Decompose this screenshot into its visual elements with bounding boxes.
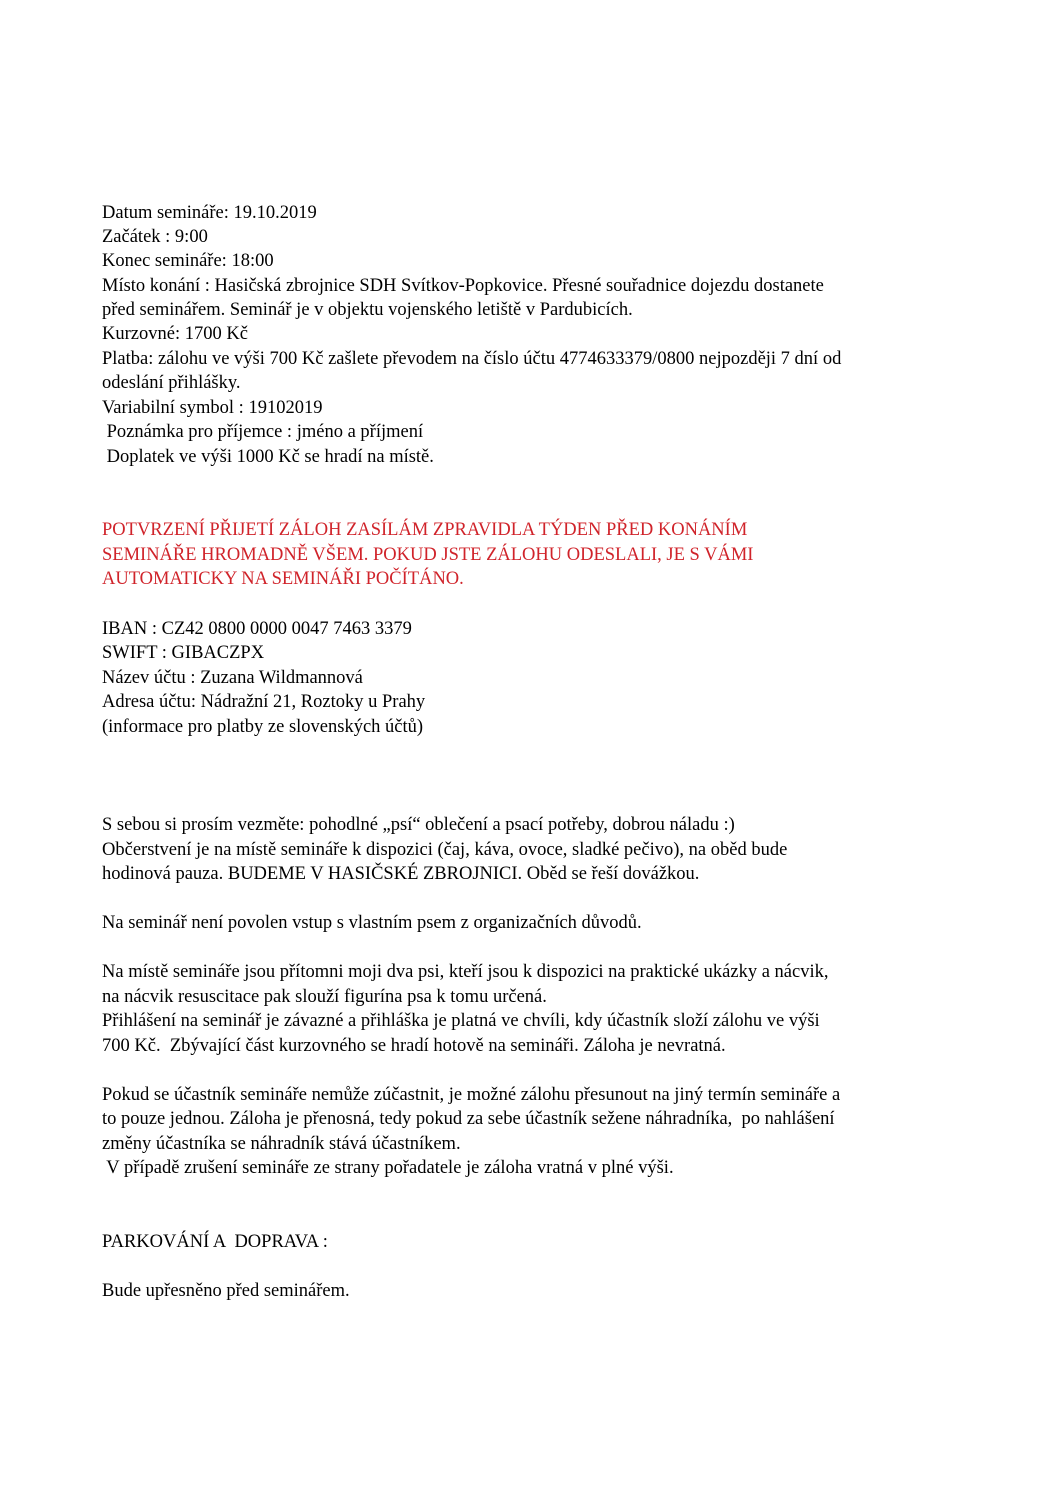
notice-line-1: POTVRZENÍ PŘIJETÍ ZÁLOH ZASÍLÁM ZPRAVIDLA TÝDEN PŘED KONÁNÍM: [102, 520, 748, 540]
recipient-note: Poznámka pro příjemce : jméno a příjmení: [102, 422, 424, 442]
variable-symbol: Variabilní symbol : 19102019: [102, 398, 323, 418]
registration-line-2: 700 Kč. Zbývající část kurzovného se hradí hotově na semináři. Záloha je nevratná.: [102, 1036, 726, 1056]
refreshments-line-1: Občerstvení je na místě semináře k dispozici (čaj, káva, ovoce, sladké pečivo), na oběd bude: [102, 840, 788, 860]
registration-line-1: Přihlášení na seminář je závazné a přihláška je platná ve chvíli, kdy účastník složí zálohu ve výši: [102, 1011, 820, 1031]
swift: SWIFT : GIBACZPX: [102, 643, 265, 663]
parking-text: Bude upřesněno před seminářem.: [102, 1281, 350, 1301]
parking-heading: PARKOVÁNÍ A DOPRAVA :: [102, 1232, 328, 1252]
transfer-line-3: změny účastníka se náhradník stává účastníkem.: [102, 1134, 461, 1154]
seminar-start: Začátek : 9:00: [102, 227, 208, 247]
seminar-venue-line-1: Místo konání : Hasičská zbrojnice SDH Svítkov-Popkovice. Přesné souřadnice dojezdu dostanete: [102, 276, 824, 296]
transfer-line-1: Pokud se účastník semináře nemůže zúčastnit, je možné zálohu přesunout na jiný termín semináře a: [102, 1085, 841, 1105]
surcharge-note: Doplatek ve výši 1000 Kč se hradí na místě.: [102, 447, 434, 467]
seminar-end: Konec semináře: 18:00: [102, 251, 274, 271]
cancellation-note: V případě zrušení semináře ze strany pořadatele je záloha vratná v plné výši.: [102, 1158, 674, 1178]
what-to-bring: S sebou si prosím vezměte: pohodlné „psí“ oblečení a psací potřeby, dobrou náladu :): [102, 815, 735, 835]
payment-line-2: odeslání přihlášky.: [102, 373, 241, 393]
seminar-date: Datum semináře: 19.10.2019: [102, 203, 317, 223]
refreshments-line-2: hodinová pauza. BUDEME V HASIČSKÉ ZBROJNICI. Oběd se řeší dovážkou.: [102, 864, 700, 884]
notice-line-2: SEMINÁŘE HROMADNĚ VŠEM. POKUD JSTE ZÁLOHU ODESLALI, JE S VÁMI: [102, 545, 754, 565]
account-name: Název účtu : Zuzana Wildmannová: [102, 668, 363, 688]
dogs-line-1: Na místě semináře jsou přítomni moji dva psi, kteří jsou k dispozici na praktické ukázky a nácvik,: [102, 962, 829, 982]
seminar-venue-line-2: před seminářem. Seminář je v objektu vojenského letiště v Pardubicích.: [102, 300, 633, 320]
payment-line-1: Platba: zálohu ve výši 700 Kč zašlete převodem na číslo účtu 4774633379/0800 nejpozději 7 dní od: [102, 349, 842, 369]
dogs-line-2: na nácvik resuscitace pak slouží figurína psa k tomu určená.: [102, 987, 547, 1007]
iban: IBAN : CZ42 0800 0000 0047 7463 3379: [102, 619, 412, 639]
account-address: Adresa účtu: Nádražní 21, Roztoky u Prahy: [102, 692, 426, 712]
notice-line-3: AUTOMATICKY NA SEMINÁŘI POČÍTÁNO.: [102, 569, 464, 589]
slovak-payment-note: (informace pro platby ze slovenských účtů): [102, 717, 424, 737]
seminar-fee: Kurzovné: 1700 Kč: [102, 324, 248, 344]
transfer-line-2: to pouze jednou. Záloha je přenosná, tedy pokud za sebe účastník sežene náhradníka, po nahlášení: [102, 1109, 835, 1129]
no-own-dogs: Na seminář není povolen vstup s vlastním psem z organizačních důvodů.: [102, 913, 642, 933]
